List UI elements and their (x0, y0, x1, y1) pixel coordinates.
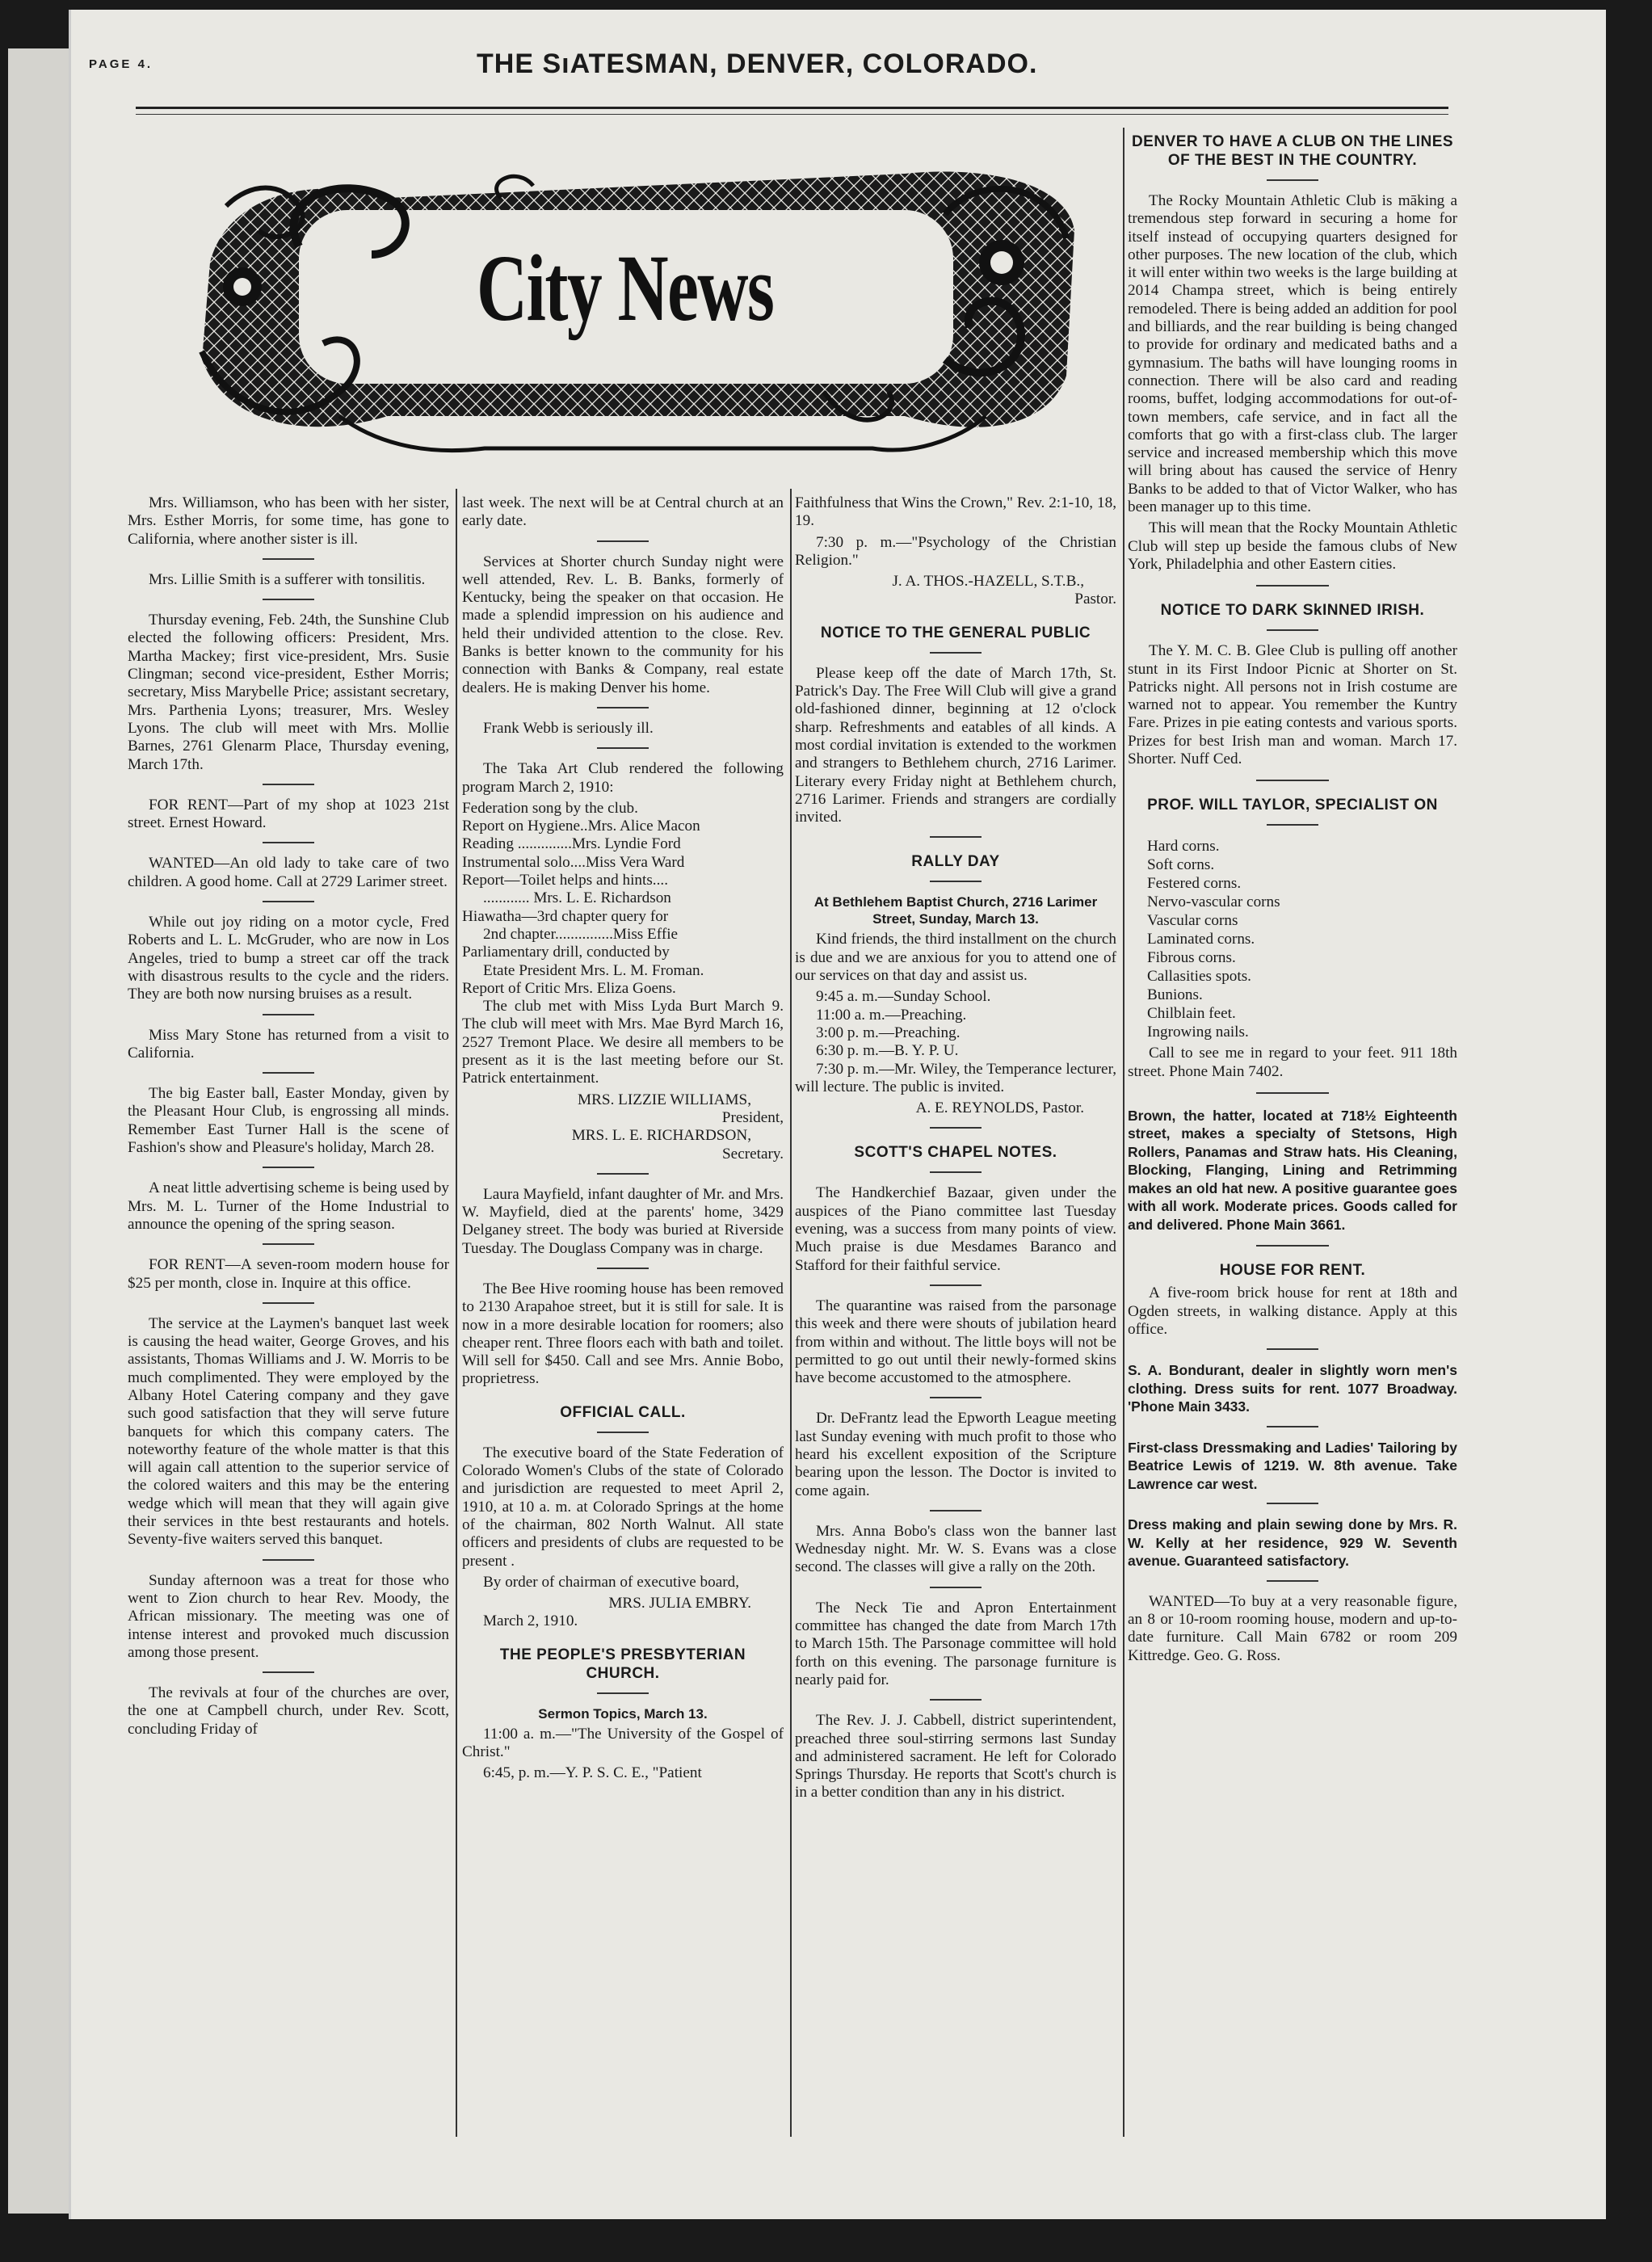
item-call-feet: Call to see me in regard to your feet. 911 18th street. Phone Main 7402. (1128, 1045, 1457, 1080)
item-club-meeting: The club met with Miss Lyda Burt March 9. The club will meet with Mrs. Mae Byrd March 16, 2527 Tremont Place. We desire all members to be present as it is the last meeting before our St. Patrick entertainment. (462, 998, 784, 1087)
separator (263, 1167, 314, 1168)
item-official-call: The executive board of the State Federation of Colorado Women's Clubs of the state of Colorado and jurisdiction are requested to meet April 2, 1910, at 10 a. m. at Colorado Springs at the home of the chairman, 802 North Walnut. All state officers and presidents of clubs are requested to be present . (462, 1444, 784, 1570)
program-line: Hiawatha—3rd chapter query for (462, 907, 669, 925)
list-item: Festered corns. (1147, 875, 1242, 893)
separator (930, 652, 982, 654)
separator (930, 1510, 982, 1512)
program-line: Report—Toilet helps and hints.... (462, 872, 668, 889)
separator (1267, 1426, 1318, 1427)
item-sermon-cont: Faithfulness that Wins the Crown," Rev. 2:1-10, 18, 19. (795, 494, 1116, 530)
column-4 (1128, 129, 1457, 1668)
signature: J. A. THOS.-HAZELL, S.T.B., (892, 573, 1084, 591)
item-frank-webb: Frank Webb is seriously ill. (483, 719, 654, 737)
item-taka-art-club: The Taka Art Club rendered the following program March 2, 1910: (462, 760, 784, 796)
item-house-for-rent: A five-room brick house for rent at 18th and Ogden streets, in walking distance. Apply at this office. (1128, 1284, 1457, 1338)
separator (263, 1302, 314, 1304)
list-item: Soft corns. (1147, 856, 1215, 874)
subhead-bethlehem: At Bethlehem Baptist Church, 2716 Larimer Street, Sunday, March 13. (813, 894, 1098, 927)
column-1 (128, 494, 449, 1742)
list-item: Bunions. (1147, 986, 1203, 1004)
list-item: Hard corns. (1147, 838, 1220, 856)
schedule-line: 6:30 p. m.—B. Y. P. U. (816, 1042, 959, 1060)
masthead-rule-thin (136, 114, 1448, 115)
newspaper-masthead-title: THE SıATESMAN, DENVER, COLORADO. (477, 48, 1038, 79)
separator (1267, 1580, 1318, 1582)
item-athletic-club-2: This will mean that the Rocky Mountain Athletic Club will step up beside the famous clubs of New York, Philadelphia and other Eastern cities. (1128, 519, 1457, 573)
city-news-title: City News (477, 235, 774, 341)
masthead-rule-thick (136, 107, 1448, 109)
headline-general-public: NOTICE TO THE GENERAL PUBLIC (820, 624, 1091, 641)
separator (263, 842, 314, 843)
program-line: Instrumental solo....Miss Vera Ward (462, 853, 685, 871)
separator (930, 836, 982, 838)
item-handkerchief-bazaar: The Handkerchief Bazaar, given under the auspices of the Piano committee last Tuesday evening, was a success from many points of view. Much praise is due Mesdames Baranco and Stafford for their faithful service. (795, 1184, 1116, 1274)
separator (1267, 179, 1318, 181)
program-line: Reading ..............Mrs. Lyndie Ford (462, 835, 681, 853)
list-item: Fibrous corns. (1147, 949, 1236, 967)
separator (263, 1243, 314, 1245)
list-item: Ingrowing nails. (1147, 1024, 1249, 1041)
item-sermon-730: 7:30 p. m.—"Psychology of the Christian Religion." (795, 533, 1116, 569)
item-anna-bobo: Mrs. Anna Bobo's class won the banner last Wednesday night. Mr. W. S. Evans was a close second. The classes will give a rally on the 20th. (795, 1522, 1116, 1576)
item-revivals: The revivals at four of the churches are over, the one at Campbell church, under Rev. Scott, concluding Friday of (128, 1684, 449, 1738)
item-general-public: Please keep off the date of March 17th, St. Patrick's Day. The Free Will Club will give a grand old-fashioned dinner, beginning at 12 o'clock sharp. Refreshments and eatables of all kinds. A most cordial invitation is extended to the workmen and strangers to Bethlehem church, 2716 Larimer. Literary every Friday night at Bethlehem church, 2716 Larimer. Friends and strangers are cordially invited. (795, 664, 1116, 826)
item-sunshine-club: Thursday evening, Feb. 24th, the Sunshine Club elected the following officers: President, Mrs. Martha Mackey; first vice-president, Mrs. Susie Clingman; second vice-president, Esther Morris; secretary, Miss Marybelle Price; assistant secretary, Mrs. Parthenia Lyons; treasurer, Mrs. Wesley Lyons. The club will meet with Mrs. Mollie Barnes, 2761 Glenarm Place, Thursday evening, March 17th. (128, 612, 449, 773)
schedule-line: 11:00 a. m.—Preaching. (816, 1006, 967, 1024)
program-line: Etate President Mrs. L. M. Froman. (483, 961, 704, 979)
schedule-line: 9:45 a. m.—Sunday School. (816, 988, 991, 1006)
item-williamson: Mrs. Williamson, who has been with her sister, Mrs. Esther Morris, for some time, has gone to California, where another sister is ill. (128, 494, 449, 548)
program-line: Parliamentary drill, conducted by (462, 944, 670, 961)
program-line: 2nd chapter...............Miss Effie (483, 925, 679, 943)
list-item: Nervo-vascular corns (1147, 893, 1280, 911)
program-line: ............ Mrs. L. E. Richardson (483, 889, 671, 907)
signature: MRS. LIZZIE WILLIAMS, (578, 1091, 751, 1108)
separator (930, 1397, 982, 1398)
ad-brown-hatter: Brown, the hatter, located at 718½ Eighteenth street, makes a specialty of Stetsons, High Rollers, Panamas and Straw hats. His Cleaning, Blocking, Flanging, Lining and Retrimming makes an old hat new. A positive guarantee goes with all work. Moderate prices. Goods called for and delivered. Phone Main 3661. (1128, 1107, 1457, 1233)
ad-bondurant: S. A. Bondurant, dealer in slightly worn men's clothing. Dress suits for rent. 1077 Broadway. 'Phone Main 3433. (1128, 1362, 1457, 1415)
item-sermon-1100: 11:00 a. m.—"The University of the Gospel of Christ." (462, 1725, 784, 1761)
separator (1267, 629, 1318, 631)
column-rule-2 (790, 489, 792, 2137)
item-for-rent-house: FOR RENT—A seven-room modern house for $25 per month, close in. Inquire at this office. (128, 1256, 449, 1292)
item-laymens-banquet: The service at the Laymen's banquet last week is causing the head waiter, George Groves, and his assistants, Thomas Williams and J. W. Morris to be much complimented. They were employed by the Albany Hotel Catering company and they gave such good satisfaction that they will serve future banquets for which this company caters. The noteworthy feature of the whole matter is that this will again call attention to the superior service of the colored waiters and this may be the entering wedge which will mean that they will again give their services in thte best restaurants and hotels. Seventy-five waiters served this banquet. (128, 1314, 449, 1549)
item-mary-stone: Miss Mary Stone has returned from a visit to California. (128, 1026, 449, 1062)
item-motor-cycle: While out joy riding on a motor cycle, Fred Roberts and L. L. McGruder, who are now in Los Angeles, tried to bump a street car off the track with disastrous results to the cycle and the riders. They are both now nursing bruises as a result. (128, 914, 449, 1003)
item-sermon-645: 6:45, p. m.—Y. P. S. C. E., "Patient (483, 1764, 702, 1782)
headline-presbyterian: THE PEOPLE'S PRESBYTERIAN CHURCH. (499, 1646, 746, 1682)
headline-official-call: OFFICIAL CALL. (560, 1403, 686, 1421)
separator (597, 540, 649, 542)
item-wanted-rooming-house: WANTED—To buy at a very reasonable figure, an 8 or 10-room rooming house, modern and up-to-date furniture. Call Main 6782 or room 209 Kittredge. Geo. G. Ross. (1128, 1592, 1457, 1664)
subhead-sermon-topics: Sermon Topics, March 13. (538, 1705, 708, 1722)
separator (930, 1699, 982, 1701)
separator (263, 558, 314, 560)
item-temperance: 7:30 p. m.—Mr. Wiley, the Temperance lecturer, will lecture. The public is invited. (795, 1060, 1116, 1095)
column-rule-3 (1123, 128, 1124, 2137)
separator (1256, 780, 1329, 781)
item-athletic-club: The Rocky Mountain Athletic Club is māking a tremendous step forward in securing a home for itself instead of occupying quarters designed for other purposes. The new location of the club, which it will enter within two weeks is the large building at 2014 Champa street, which is being entirely remodeled. There is being added an addition for pool and billiards, and the rear building is being changed to provide for ordinary and medicated baths and a gymnasium. The baths will have lounging rooms in connection. There will be also card and reading rooms, buffet, lodging accommodations for out-of-town members, cafe service, and in fact all the comforts that go with a first-class club. The larger service and increased membership which this move will bring about has caused the service of Henry Banks to be added to that of Victor Walker, who has been manager up to this time. (1128, 192, 1457, 516)
separator (1256, 1092, 1329, 1094)
separator (930, 1127, 982, 1129)
separator (597, 1173, 649, 1175)
list-item: Vascular corns (1147, 912, 1238, 930)
ad-beatrice-lewis: First-class Dressmaking and Ladies' Tailoring by Beatrice Lewis of 1219. W. 8th avenue. Take Lawrence car west. (1128, 1439, 1457, 1492)
separator (930, 881, 982, 882)
item-cabbell: The Rev. J. J. Cabbell, district superintendent, preached three soul-stirring sermons last Sunday and administered sacrament. He left for Colorado Springs Thursday. He reports that Scott's church is in a better condition than any in his district. (795, 1712, 1116, 1802)
item-zion-church: Sunday afternoon was a treat for those who went to Zion church to hear Rev. Moody, the African missionary. The meeting was one of intense interest and provoked much discussion among those present. (128, 1571, 449, 1661)
program-line: Federation song by the club. (462, 799, 638, 817)
separator (930, 1171, 982, 1173)
separator (597, 747, 649, 749)
separator (263, 1072, 314, 1074)
separator (597, 1692, 649, 1694)
separator (1256, 1245, 1329, 1247)
ad-kelly-dressmaking: Dress making and plain sewing done by Mrs. R. W. Kelly at her residence, 929 W. Seventh avenue. Guaranteed satisfactory. (1128, 1516, 1457, 1570)
signature: A. E. REYNOLDS, Pastor. (915, 1099, 1084, 1117)
separator (930, 1587, 982, 1588)
item-neck-tie: The Neck Tie and Apron Entertainment committee has changed the date from March 17th to March 15th. The Parsonage committee will hold forth on this evening. The parsonage furniture is nearly paid for. (795, 1599, 1116, 1688)
corn-treatment-list (1128, 837, 1457, 1041)
column-2 (462, 494, 784, 1786)
item-quarantine: The quarantine was raised from the parsonage this week and there were shouts of jubilation heard from within and without. The little boys will not be permitted to go out until their newly-formed skins have become accustomed to the atmosphere. (795, 1297, 1116, 1387)
signature-title: President, (721, 1108, 784, 1126)
headline-athletic-club: DENVER TO HAVE A CLUB ON THE LINES OF THE BEST IN THE COUNTRY. (1131, 133, 1454, 169)
separator (263, 599, 314, 600)
separator (597, 1268, 649, 1269)
separator (263, 1671, 314, 1673)
page-number: PAGE 4. (89, 57, 153, 71)
signature: MRS. L. E. RICHARDSON, (571, 1127, 751, 1145)
item-lillie-smith: Mrs. Lillie Smith is a sufferer with tonsilitis. (149, 570, 426, 588)
program-line: Report of Critic Mrs. Eliza Goens. (462, 979, 676, 997)
separator (263, 1559, 314, 1561)
headline-house-for-rent: HOUSE FOR RENT. (1219, 1262, 1366, 1280)
separator (263, 784, 314, 785)
item-defrantz: Dr. DeFrantz lead the Epworth League meeting last Sunday evening with much profit to those who heard his excellent exposition of the Scripture bearing upon the lesson. The Doctor is invited to come again. (795, 1410, 1116, 1499)
separator (1256, 585, 1329, 587)
column-3 (795, 494, 1116, 1806)
item-laura-mayfield: Laura Mayfield, infant daughter of Mr. and Mrs. W. Mayfield, died at the parents' home, 3429 Delganey street. The body was buried at Riverside Tuesday. The Douglass Company was in charge. (462, 1185, 784, 1257)
separator (1267, 1348, 1318, 1350)
item-by-order: By order of chairman of executive board, (483, 1573, 739, 1591)
separator (597, 707, 649, 708)
signature-title: Secretary. (722, 1145, 784, 1163)
item-rally-day: Kind friends, the third installment on the church is due and we are anxious for you to attend one of our services on that day and assist us. (795, 931, 1116, 985)
item-easter-ball: The big Easter ball, Easter Monday, given by the Pleasant Hour Club, is engrossing all minds. Remember East Turner Hall is the scene of Fashion's show and Pleasure's holiday, March 28. (128, 1085, 449, 1157)
item-shorter-church: Services at Shorter church Sunday night were well attended, Rev. L. B. Banks, formerly of Kentucky, being the speaker on that occasion. He made a splendid impression on his audience and held their undivided attention to the close. Rev. Banks is better known to the community for his connection with Banks & Company, real estate dealers. He is making Denver his home. (462, 553, 784, 696)
separator (263, 901, 314, 902)
list-item: Chilblain feet. (1147, 1005, 1236, 1023)
underlying-page-edge (8, 48, 73, 2214)
list-item: Laminated corns. (1147, 931, 1255, 948)
separator (1267, 824, 1318, 826)
separator (930, 1284, 982, 1286)
separator (1267, 1503, 1318, 1504)
program-line: Report on Hygiene..Mrs. Alice Macon (462, 818, 700, 835)
item-revivals-cont: last week. The next will be at Central church at an early date. (462, 494, 784, 530)
schedule-line: 3:00 p. m.—Preaching. (816, 1024, 961, 1041)
headline-scotts-chapel: SCOTT'S CHAPEL NOTES. (854, 1144, 1057, 1162)
list-item: Callasities spots. (1147, 968, 1251, 986)
item-advertising: A neat little advertising scheme is being used by Mrs. M. L. Turner of the Home Industrial to announce the opening of the spring season. (128, 1179, 449, 1233)
headline-will-taylor: PROF. WILL TAYLOR, SPECIALIST ON (1147, 797, 1438, 814)
signature-title: Pastor. (1074, 591, 1116, 608)
dateline: March 2, 1910. (483, 1612, 578, 1630)
signature: MRS. JULIA EMBRY. (608, 1595, 751, 1612)
item-bee-hive: The Bee Hive rooming house has been removed to 2130 Arapahoe street, but it is still for sale. It is now in a more desirable location for roomers; also cheaper rent. Three floors each with bath and toilet. Will sell for $450. Call and see Mrs. Annie Bobo, proprietress. (462, 1280, 784, 1388)
column-rule-1 (456, 489, 457, 2137)
item-glee-club: The Y. M. C. B. Glee Club is pulling off another stunt in its First Indoor Picnic at Shorter on St. Patricks night. All persons not in Irish costume are warned not to appear. You remember the Kuntry Fare. Prizes in pie eating contests and various sports. Prizes for best Irish man and woman. March 17. Shorter. Nuff Ced. (1128, 642, 1457, 768)
headline-dark-skinned-irish: NOTICE TO DARK SkINNED IRISH. (1160, 602, 1425, 620)
separator (263, 1014, 314, 1015)
item-wanted-lady: WANTED—An old lady to take care of two children. A good home. Call at 2729 Larimer street. (128, 855, 449, 890)
headline-rally-day: RALLY DAY (911, 853, 1000, 871)
item-for-rent-shop: FOR RENT—Part of my shop at 1023 21st street. Ernest Howard. (128, 796, 449, 832)
separator (597, 1432, 649, 1433)
